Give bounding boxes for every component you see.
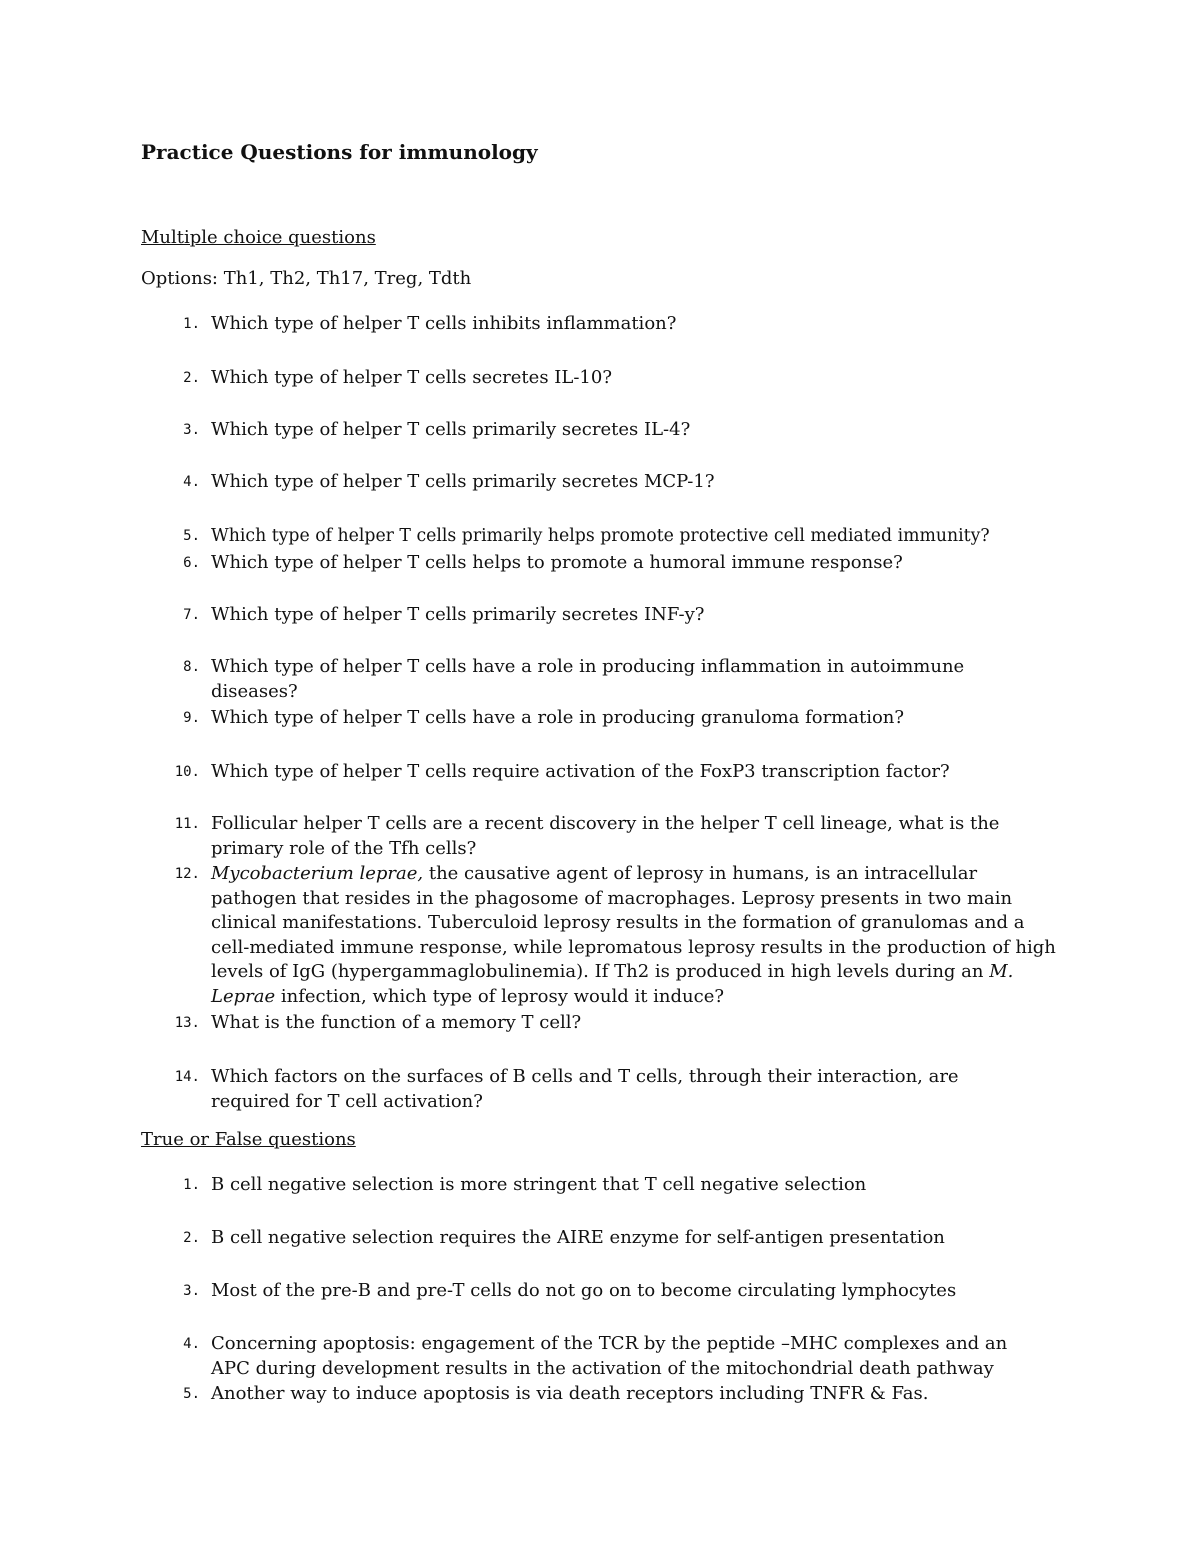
question-number: 11. bbox=[174, 816, 200, 832]
question-text-part: the causative agent of leprosy in humans, is an intracellular pathogen that resides in the phagosome of macrophages. Leprosy presents in two main clinical manifestations. Tuberculoid leprosy results in the formation of granulomas and a cell-mediated immune response, while lepromatous leprosy results in the production of high levels of IgG (hypergammaglobulinemia). If Th2 is produced in high levels during an bbox=[211, 863, 1056, 982]
true-false-heading: True or False questions bbox=[141, 1129, 356, 1150]
question-text: Which type of helper T cells have a role in producing granuloma formation? bbox=[211, 707, 905, 728]
italic-term: M. Leprae bbox=[211, 961, 1014, 1007]
multiple-choice-heading: Multiple choice questions bbox=[141, 227, 376, 248]
question-text: Which type of helper T cells helps to promote a humoral immune response? bbox=[211, 552, 903, 573]
question-number: 10. bbox=[174, 764, 200, 780]
question-number: 5. bbox=[183, 528, 200, 544]
question-text: Follicular helper T cells are a recent discovery in the helper T cell lineage, what is the primary role of the Tfh cells? bbox=[211, 813, 1000, 859]
question-number: 5. bbox=[183, 1386, 200, 1402]
question-text: Which factors on the surfaces of B cells and T cells, through their interaction, are required for T cell activation? bbox=[211, 1066, 959, 1112]
question-number: 13. bbox=[174, 1015, 200, 1031]
options-line: Options: Th1, Th2, Th17, Treg, Tdth bbox=[141, 268, 472, 289]
question-text: B cell negative selection is more stringent that T cell negative selection bbox=[211, 1174, 867, 1195]
question-number: 3. bbox=[183, 422, 200, 438]
question-number: 4. bbox=[183, 474, 200, 490]
question-text: Which type of helper T cells primarily helps promote protective cell mediated immunity? bbox=[211, 526, 990, 546]
question-text: Another way to induce apoptosis is via death receptors including TNFR & Fas. bbox=[211, 1383, 929, 1404]
document-title: Practice Questions for immunology bbox=[141, 140, 538, 164]
question-number: 9. bbox=[183, 710, 200, 726]
question-text-part: infection, which type of leprosy would it induce? bbox=[275, 985, 725, 1007]
question-text: Which type of helper T cells inhibits inflammation? bbox=[211, 313, 677, 334]
question-text: Most of the pre-B and pre-T cells do not go on to become circulating lymphocytes bbox=[211, 1280, 957, 1301]
question-number: 12. bbox=[174, 866, 200, 882]
question-number: 14. bbox=[174, 1069, 200, 1085]
question-text: Which type of helper T cells secretes IL-10? bbox=[211, 367, 612, 388]
question-number: 8. bbox=[183, 659, 200, 675]
italic-term: Mycobacterium leprae, bbox=[211, 863, 424, 884]
question-text: B cell negative selection requires the AIRE enzyme for self-antigen presentation bbox=[211, 1227, 945, 1248]
question-number: 1. bbox=[183, 1177, 200, 1193]
question-text: Which type of helper T cells primarily secretes INF-y? bbox=[211, 604, 705, 625]
question-number: 7. bbox=[183, 607, 200, 623]
question-number: 1. bbox=[183, 316, 200, 332]
question-text: What is the function of a memory T cell? bbox=[211, 1012, 582, 1033]
question-text: Which type of helper T cells primarily secretes MCP-1? bbox=[211, 471, 715, 492]
question-number: 2. bbox=[183, 1230, 200, 1246]
question-number: 4. bbox=[183, 1336, 200, 1352]
question-text: Concerning apoptosis: engagement of the TCR by the peptide –MHC complexes and an APC during development results in the activation of the mitochondrial death pathway bbox=[211, 1333, 1008, 1379]
question-text bbox=[211, 862, 1061, 1009]
question-text: Which type of helper T cells primarily secretes IL-4? bbox=[211, 419, 691, 440]
question-text: Which type of helper T cells require activation of the FoxP3 transcription factor? bbox=[211, 761, 950, 782]
question-number: 2. bbox=[183, 370, 200, 386]
question-number: 3. bbox=[183, 1283, 200, 1299]
question-text: Which type of helper T cells have a role in producing inflammation in autoimmune diseases? bbox=[211, 656, 965, 702]
question-number: 6. bbox=[183, 555, 200, 571]
